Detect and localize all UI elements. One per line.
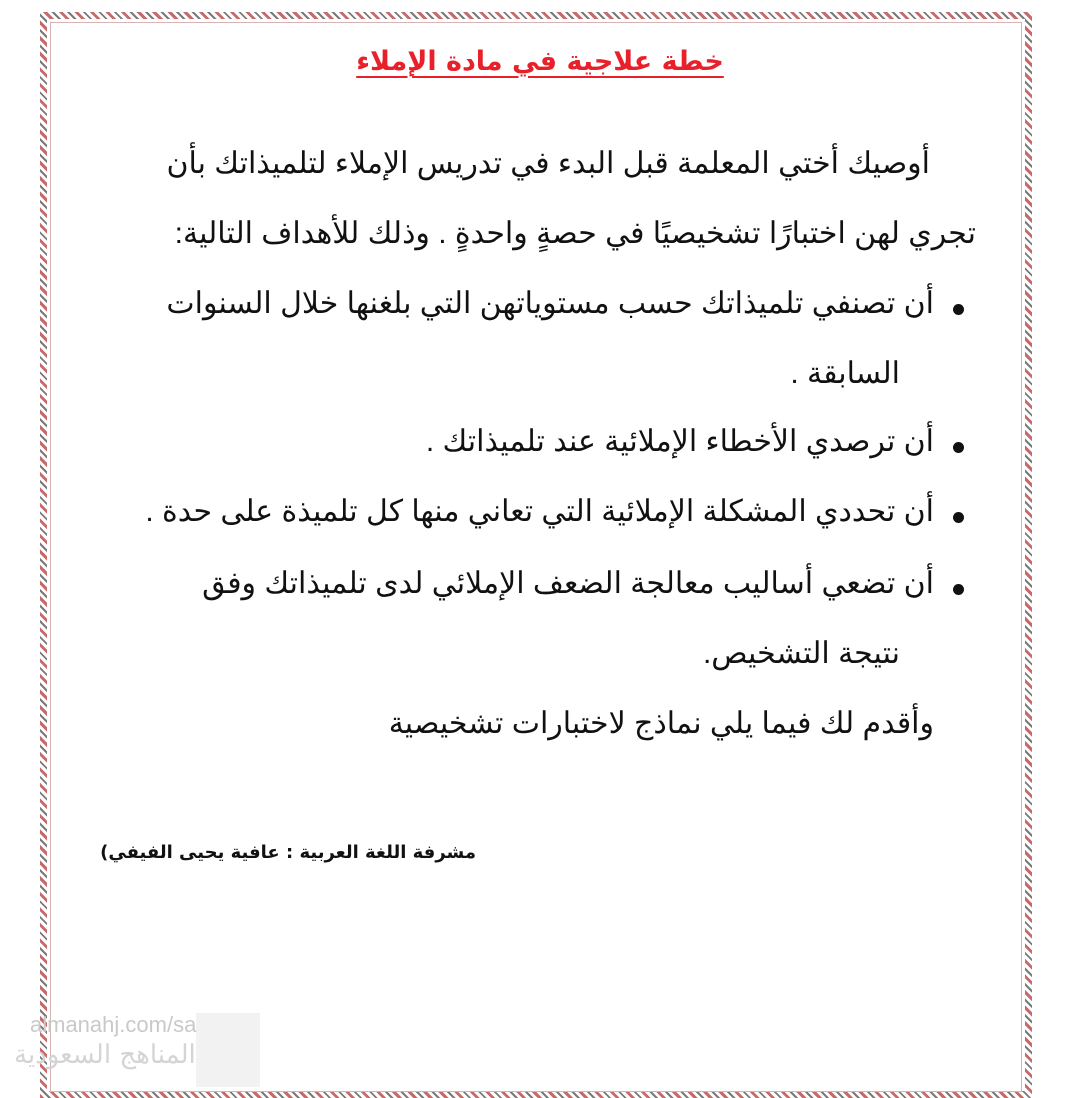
bullet-2-line-1: أن ترصدي الأخطاء الإملائية عند تلميذاتك . [425, 425, 934, 458]
page-frame [50, 22, 1022, 1092]
bullet-4-line-2: نتيجة التشخيص. [702, 637, 900, 670]
watermark-logo [196, 1013, 260, 1087]
bullet-dot-1 [953, 304, 964, 315]
document-title [0, 46, 1080, 77]
watermark-brand: المناهج السعودية [14, 1040, 196, 1070]
signature: مشرفة اللغة العربية : عافية يحيى الفيفي) [100, 842, 476, 863]
watermark-url: almanahj.com/sa [30, 1012, 197, 1037]
bullet-dot-3 [953, 512, 964, 523]
bullet-1-line-1: أن تصنفي تلميذاتك حسب مستوياتهن التي بلغنها خلال السنوات [166, 287, 934, 320]
bullet-4-line-1: أن تضعي أساليب معالجة الضعف الإملائي لدى تلميذاتك وفق [202, 567, 934, 600]
bullet-dot-4 [953, 584, 964, 595]
bullet-dot-2 [953, 442, 964, 453]
bullet-3-line-1: أن تحددي المشكلة الإملائية التي تعاني منها كل تلميذة على حدة . [145, 495, 934, 528]
intro-line-1: أوصيك أختي المعلمة قبل البدء في تدريس الإملاء لتلميذاتك بأن [166, 147, 930, 180]
document-title-text: خطة علاجية في مادة الإملاء [356, 46, 724, 77]
closing-line: وأقدم لك فيما يلي نماذج لاختبارات تشخيصية [388, 707, 934, 740]
intro-line-2: تجري لهن اختبارًا تشخيصيًا في حصةٍ واحدةٍ . وذلك للأهداف التالية: [174, 217, 976, 250]
bullet-1-line-2: السابقة . [790, 357, 900, 390]
